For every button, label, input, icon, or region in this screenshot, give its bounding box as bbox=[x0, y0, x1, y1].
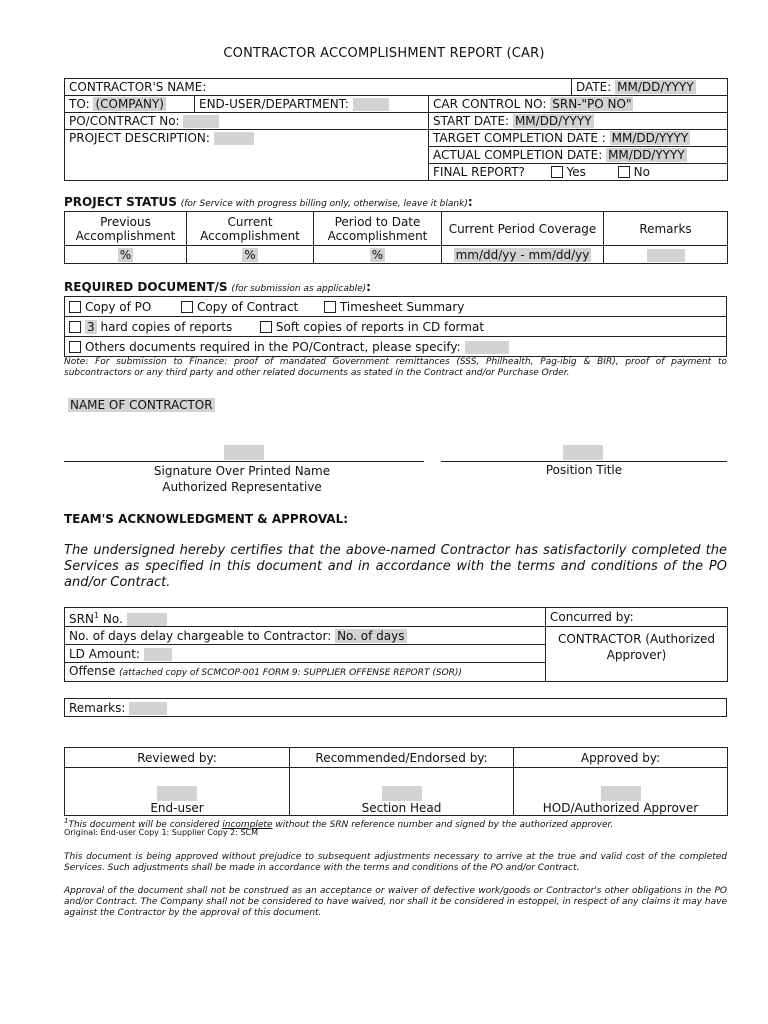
concurred-label: Concurred by: bbox=[546, 608, 728, 627]
current-accomplishment-value[interactable]: % bbox=[187, 246, 314, 264]
previous-accomplishment-value[interactable]: % bbox=[65, 246, 187, 264]
section-head-role: Section Head bbox=[361, 801, 442, 815]
required-docs-note: (for submission as applicable) bbox=[231, 284, 367, 294]
signature-caption bbox=[64, 463, 420, 495]
actual-date-label: ACTUAL COMPLETION DATE: bbox=[433, 148, 603, 162]
project-status-table bbox=[64, 211, 728, 264]
date-cell[interactable] bbox=[572, 79, 728, 96]
date-label: DATE: bbox=[576, 80, 612, 94]
project-status-heading: PROJECT STATUS (for Service with progress billing only, otherwise, leave it blank): bbox=[64, 195, 473, 209]
copy-contract-checkbox[interactable] bbox=[181, 301, 193, 313]
required-docs-table bbox=[64, 296, 727, 357]
copy-contract-label: Copy of Contract bbox=[196, 299, 299, 314]
recommended-by-header: Recommended/Endorsed by: bbox=[290, 748, 514, 768]
po-cell[interactable] bbox=[65, 113, 429, 130]
docs-row-3 bbox=[65, 337, 727, 357]
hod-sign-cell[interactable] bbox=[514, 768, 728, 816]
approved-by-header: Approved by: bbox=[514, 748, 728, 768]
col-previous-accomplishment: Previous Accomplishment bbox=[65, 212, 187, 246]
final-yes-checkbox[interactable] bbox=[551, 166, 563, 178]
signature-caption-line2: Authorized Representative bbox=[162, 480, 322, 494]
copy-po-checkbox[interactable] bbox=[69, 301, 81, 313]
end-user-role: End-user bbox=[150, 801, 204, 815]
delay-value[interactable]: No. of days bbox=[337, 628, 405, 643]
start-date-value[interactable]: MM/DD/YYYY bbox=[514, 114, 592, 128]
target-date-cell[interactable] bbox=[429, 130, 728, 147]
timesheet-label: Timesheet Summary bbox=[339, 299, 465, 314]
others-specify-field[interactable] bbox=[465, 341, 509, 354]
hod-sign-field[interactable] bbox=[601, 786, 641, 801]
project-status-note: (for Service with progress billing only, otherwise, leave it blank) bbox=[180, 199, 468, 209]
final-report-cell bbox=[429, 164, 728, 181]
reviewed-by-header: Reviewed by: bbox=[65, 748, 290, 768]
required-docs-heading: REQUIRED DOCUMENT/S (for submission as applicable): bbox=[64, 280, 371, 294]
page-title: CONTRACTOR ACCOMPLISHMENT REPORT (CAR) bbox=[223, 46, 545, 61]
ld-field[interactable] bbox=[144, 648, 172, 661]
project-description-field[interactable] bbox=[214, 132, 254, 145]
po-field[interactable] bbox=[183, 115, 219, 128]
car-control-cell[interactable] bbox=[429, 96, 728, 113]
col-current-period-coverage: Current Period Coverage bbox=[442, 212, 604, 246]
concurred-line1: CONTRACTOR (Authorized bbox=[557, 632, 715, 646]
srn-field[interactable] bbox=[127, 613, 167, 626]
hod-role: HOD/Authorized Approver bbox=[542, 801, 699, 815]
waiver-paragraph: Approval of the document shall not be construed as an acceptance or waiver of defective work/goods or Contractor's other obligations in the PO and/or Contract. The Company shall not be considered to have waived, nor shall it be considered in estoppel, in respect of any claims it may have against the Contractor by the approval of this document. bbox=[64, 886, 727, 918]
approvals-table bbox=[64, 747, 728, 816]
target-date-label: TARGET COMPLETION DATE : bbox=[433, 131, 606, 145]
ld-label: LD Amount: bbox=[69, 646, 140, 661]
adjustment-paragraph: This document is being approved without prejudice to subsequent adjustments necessary to arrive at the true and valid cost of the completed Services. Such adjustments shall be made in accordance with the terms and conditions of the PO and/or Contract. bbox=[64, 852, 727, 873]
timesheet-checkbox[interactable] bbox=[324, 301, 336, 313]
end-user-sign-field[interactable] bbox=[157, 786, 197, 801]
project-description-label: PROJECT DESCRIPTION: bbox=[69, 131, 210, 145]
remarks-table bbox=[64, 698, 727, 717]
section-head-sign-field[interactable] bbox=[382, 786, 422, 801]
hard-copies-label: hard copies of reports bbox=[100, 319, 233, 334]
offense-cell[interactable] bbox=[65, 663, 546, 682]
to-value[interactable]: (COMPANY) bbox=[95, 97, 164, 111]
concurred-cell bbox=[546, 627, 728, 682]
po-label: PO/CONTRACT No: bbox=[69, 114, 180, 128]
others-checkbox[interactable] bbox=[69, 341, 81, 353]
concurred-line2: Approver) bbox=[606, 648, 667, 662]
acknowledgment-heading: TEAM'S ACKNOWLEDGMENT & APPROVAL: bbox=[64, 512, 349, 526]
srn-no-label: No. bbox=[102, 611, 123, 626]
end-user-cell[interactable] bbox=[195, 96, 429, 113]
car-control-value[interactable]: SRN-"PO NO" bbox=[552, 97, 632, 111]
start-date-label: START DATE: bbox=[433, 114, 510, 128]
position-caption: Position Title bbox=[545, 463, 623, 477]
remarks-value[interactable] bbox=[604, 246, 728, 264]
others-label: Others documents required in the PO/Contract, please specify: bbox=[85, 339, 461, 354]
col-period-to-date: Period to Date Accomplishment bbox=[314, 212, 442, 246]
soft-copies-checkbox[interactable] bbox=[260, 321, 272, 333]
date-value[interactable]: MM/DD/YYYY bbox=[617, 80, 694, 94]
signature-field[interactable] bbox=[224, 445, 264, 460]
offense-note: (attached copy of SCMCOP-001 FORM 9: SUPPLIER OFFENSE REPORT (SOR)) bbox=[119, 668, 462, 678]
copy-po-label: Copy of PO bbox=[85, 299, 152, 314]
position-field[interactable] bbox=[563, 445, 603, 460]
distribution-note: Original: End-user Copy 1: Supplier Copy 2: SCM bbox=[64, 828, 259, 837]
final-report-label: FINAL REPORT? bbox=[433, 165, 525, 179]
remarks-cell[interactable] bbox=[65, 699, 727, 717]
col-remarks: Remarks bbox=[604, 212, 728, 246]
to-label: TO: bbox=[69, 97, 90, 111]
remarks-label: Remarks: bbox=[69, 700, 126, 715]
srn-cell[interactable] bbox=[65, 608, 546, 627]
period-to-date-value[interactable]: % bbox=[314, 246, 442, 264]
end-user-sign-cell[interactable] bbox=[65, 768, 290, 816]
position-line bbox=[441, 461, 727, 462]
docs-row-2 bbox=[65, 317, 727, 337]
final-no-label: No bbox=[633, 165, 650, 179]
final-no-checkbox[interactable] bbox=[618, 166, 630, 178]
target-date-value[interactable]: MM/DD/YYYY bbox=[611, 131, 689, 145]
end-user-field[interactable] bbox=[353, 98, 389, 111]
delay-label: No. of days delay chargeable to Contractor: bbox=[69, 628, 332, 643]
signature-line bbox=[64, 461, 424, 462]
col-current-accomplishment: Current Accomplishment bbox=[187, 212, 314, 246]
section-head-sign-cell[interactable] bbox=[290, 768, 514, 816]
ld-cell[interactable] bbox=[65, 645, 546, 663]
offense-label: Offense bbox=[69, 664, 116, 678]
contractor-name-label: CONTRACTOR'S NAME: bbox=[69, 80, 207, 94]
project-description-cell[interactable] bbox=[65, 130, 429, 181]
current-period-coverage-value[interactable]: mm/dd/yy - mm/dd/yy bbox=[442, 246, 604, 264]
header-table bbox=[64, 78, 728, 181]
delay-cell[interactable] bbox=[65, 627, 546, 645]
signature-caption-line1: Signature Over Printed Name bbox=[153, 464, 331, 478]
car-control-label: CAR CONTROL NO: bbox=[433, 97, 547, 111]
hard-copies-count[interactable]: 3 bbox=[87, 319, 95, 334]
srn-footnote: $^1$This document will be considered incomplete without the SRN reference number and signed by the authorized approver. bbox=[64, 817, 614, 830]
remarks-field[interactable] bbox=[129, 702, 167, 715]
actual-date-cell[interactable] bbox=[429, 147, 728, 164]
hard-copies-checkbox[interactable] bbox=[69, 321, 81, 333]
soft-copies-label: Soft copies of reports in CD format bbox=[275, 319, 485, 334]
name-of-contractor[interactable]: NAME OF CONTRACTOR bbox=[70, 398, 213, 412]
required-docs-footnote: Note: For submission to Finance: proof of mandated Government remittances (SSS, Philhealth, Pag-ibig & BIR), proof of payment to subcontractors or any third party and other related documents as stated in the Contract and/or Purchase Order. bbox=[64, 357, 727, 378]
actual-date-value[interactable]: MM/DD/YYYY bbox=[608, 148, 685, 162]
final-yes-label: Yes bbox=[566, 165, 586, 179]
srn-footnote-ref: 1 bbox=[93, 610, 100, 620]
certification-text: The undersigned hereby certifies that the above-named Contractor has satisfactorily completed the Services as specified in this document and in accordance with the terms and conditions of the PO and/or Contract. bbox=[64, 543, 727, 590]
contractor-name-cell[interactable] bbox=[65, 79, 572, 96]
docs-row-1 bbox=[65, 297, 727, 317]
to-cell[interactable] bbox=[65, 96, 195, 113]
srn-label: SRN bbox=[69, 611, 94, 626]
end-user-label: END-USER/DEPARTMENT: bbox=[199, 97, 349, 111]
start-date-cell[interactable] bbox=[429, 113, 728, 130]
srn-table bbox=[64, 607, 728, 682]
